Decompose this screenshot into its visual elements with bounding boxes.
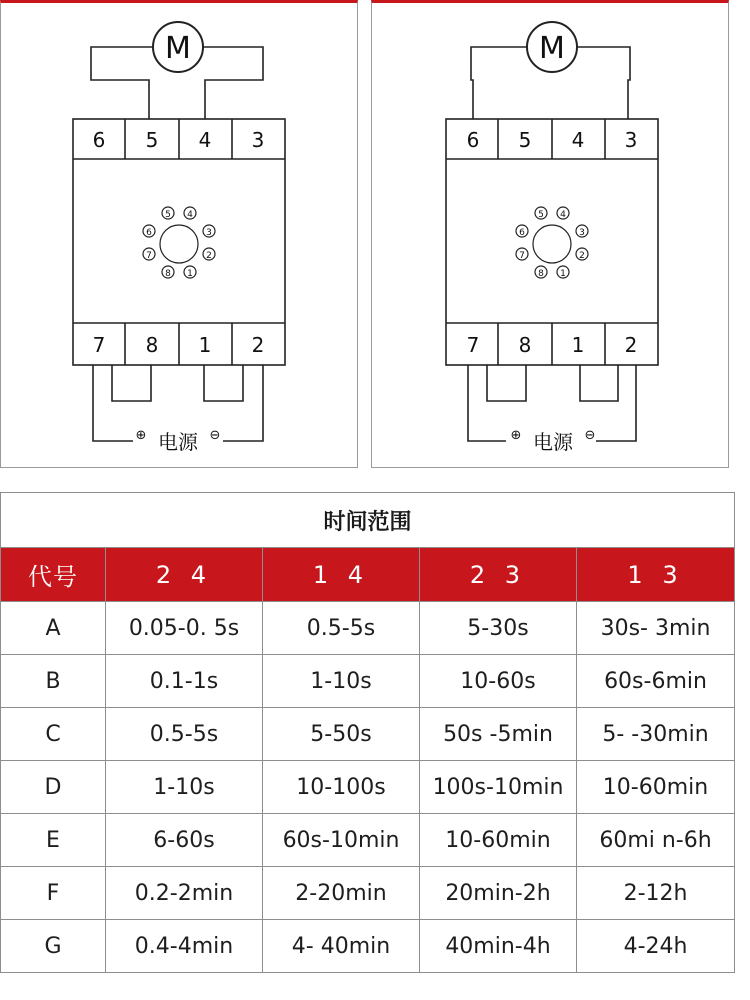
table-cell: 5-50s <box>263 708 420 761</box>
socket-pin-4: 4 <box>187 210 193 220</box>
table-cell: 6-60s <box>106 814 263 867</box>
table-cell: 5-30s <box>420 602 577 655</box>
terminal-8: 8 <box>518 333 532 357</box>
motor-lead-right <box>202 47 263 119</box>
table-cell: 60mi n-6h <box>577 814 735 867</box>
socket-pin-5: 5 <box>538 210 544 220</box>
table-row <box>1 814 735 867</box>
header-code: 代号 <box>1 548 106 602</box>
wiring-diagram-right-svg <box>372 3 728 468</box>
header-14: 1 4 <box>263 548 420 602</box>
socket-pin-2: 2 <box>579 251 585 261</box>
row-code: E <box>1 814 106 867</box>
table-row <box>1 761 735 814</box>
terminal-1: 1 <box>198 333 212 357</box>
socket-pin-1: 1 <box>187 269 193 279</box>
terminal-7: 7 <box>466 333 480 357</box>
table-cell: 2-20min <box>263 867 420 920</box>
socket-pin-2: 2 <box>206 251 212 261</box>
table-cell: 0.5-5s <box>106 708 263 761</box>
socket-pin-3: 3 <box>579 228 585 238</box>
socket-pin-4: 4 <box>560 210 566 220</box>
header-23: 2 3 <box>420 548 577 602</box>
jumper-1-2 <box>580 365 618 401</box>
terminal-1: 1 <box>571 333 585 357</box>
socket-icon <box>143 207 215 278</box>
table-row <box>1 655 735 708</box>
table-cell: 100s-10min <box>420 761 577 814</box>
table-cell: 0.2-2min <box>106 867 263 920</box>
table-row <box>1 708 735 761</box>
table-cell: 0.05-0. 5s <box>106 602 263 655</box>
socket-pin-8: 8 <box>165 269 171 279</box>
socket-icon <box>516 207 588 278</box>
table-cell: 60s-10min <box>263 814 420 867</box>
row-code: B <box>1 655 106 708</box>
table-cell: 30s- 3min <box>577 602 735 655</box>
table-cell: 5- -30min <box>577 708 735 761</box>
table-row <box>1 602 735 655</box>
table-cell: 0.5-5s <box>263 602 420 655</box>
time-range-table <box>0 492 735 973</box>
wiring-diagram-left <box>0 0 358 468</box>
socket-pin-7: 7 <box>519 251 525 261</box>
motor-label: M <box>539 31 565 66</box>
row-code: C <box>1 708 106 761</box>
terminal-4: 4 <box>571 128 585 152</box>
table-cell: 4- 40min <box>263 920 420 973</box>
table-cell: 10-60min <box>420 814 577 867</box>
header-24: 2 4 <box>106 548 263 602</box>
socket-pin-6: 6 <box>519 228 525 238</box>
terminal-6: 6 <box>466 128 480 152</box>
wiring-diagram-right <box>371 0 729 468</box>
terminal-3: 3 <box>624 128 638 152</box>
terminal-5: 5 <box>518 128 532 152</box>
table-cell: 4-24h <box>577 920 735 973</box>
socket-pin-7: 7 <box>146 251 152 261</box>
socket-pin-5: 5 <box>165 210 171 220</box>
header-13: 1 3 <box>577 548 735 602</box>
socket-pin-1: 1 <box>560 269 566 279</box>
table-cell: 2-12h <box>577 867 735 920</box>
table-title-row <box>1 493 735 548</box>
terminal-6: 6 <box>92 128 106 152</box>
minus-symbol: ⊖ <box>584 428 596 443</box>
table-cell: 60s-6min <box>577 655 735 708</box>
power-wire-minus <box>596 365 636 441</box>
power-label: 电源 <box>533 430 573 454</box>
table-cell: 40min-4h <box>420 920 577 973</box>
motor-label: M <box>165 31 191 66</box>
table-header-row <box>1 548 735 602</box>
table-row <box>1 920 735 973</box>
table-row <box>1 867 735 920</box>
table-cell: 1-10s <box>263 655 420 708</box>
jumper-1-2 <box>204 365 243 401</box>
motor-lead-left <box>91 47 154 119</box>
motor-lead-left <box>471 47 527 119</box>
terminal-3: 3 <box>251 128 265 152</box>
socket-pin-8: 8 <box>538 269 544 279</box>
terminal-2: 2 <box>624 333 638 357</box>
jumper-7-8 <box>112 365 151 401</box>
table-cell: 0.4-4min <box>106 920 263 973</box>
terminal-2: 2 <box>251 333 265 357</box>
power-wire-plus <box>93 365 133 441</box>
table-cell: 10-60s <box>420 655 577 708</box>
row-code: D <box>1 761 106 814</box>
power-label: 电源 <box>158 430 198 454</box>
table-cell: 10-60min <box>577 761 735 814</box>
terminal-8: 8 <box>145 333 159 357</box>
row-code: G <box>1 920 106 973</box>
plus-symbol: ⊕ <box>510 428 522 443</box>
terminal-7: 7 <box>92 333 106 357</box>
wiring-diagram-left-svg <box>1 3 357 468</box>
plus-symbol: ⊕ <box>135 428 147 443</box>
table-cell: 0.1-1s <box>106 655 263 708</box>
jumper-7-8 <box>487 365 526 401</box>
socket-pin-6: 6 <box>146 228 152 238</box>
table-cell: 50s -5min <box>420 708 577 761</box>
socket-pin-3: 3 <box>206 228 212 238</box>
motor-lead-right <box>577 47 630 119</box>
terminal-4: 4 <box>198 128 212 152</box>
row-code: F <box>1 867 106 920</box>
terminal-5: 5 <box>145 128 159 152</box>
table-cell: 10-100s <box>263 761 420 814</box>
table-cell: 20min-2h <box>420 867 577 920</box>
table-title: 时间范围 <box>1 493 735 548</box>
row-code: A <box>1 602 106 655</box>
minus-symbol: ⊖ <box>209 428 221 443</box>
table-cell: 1-10s <box>106 761 263 814</box>
